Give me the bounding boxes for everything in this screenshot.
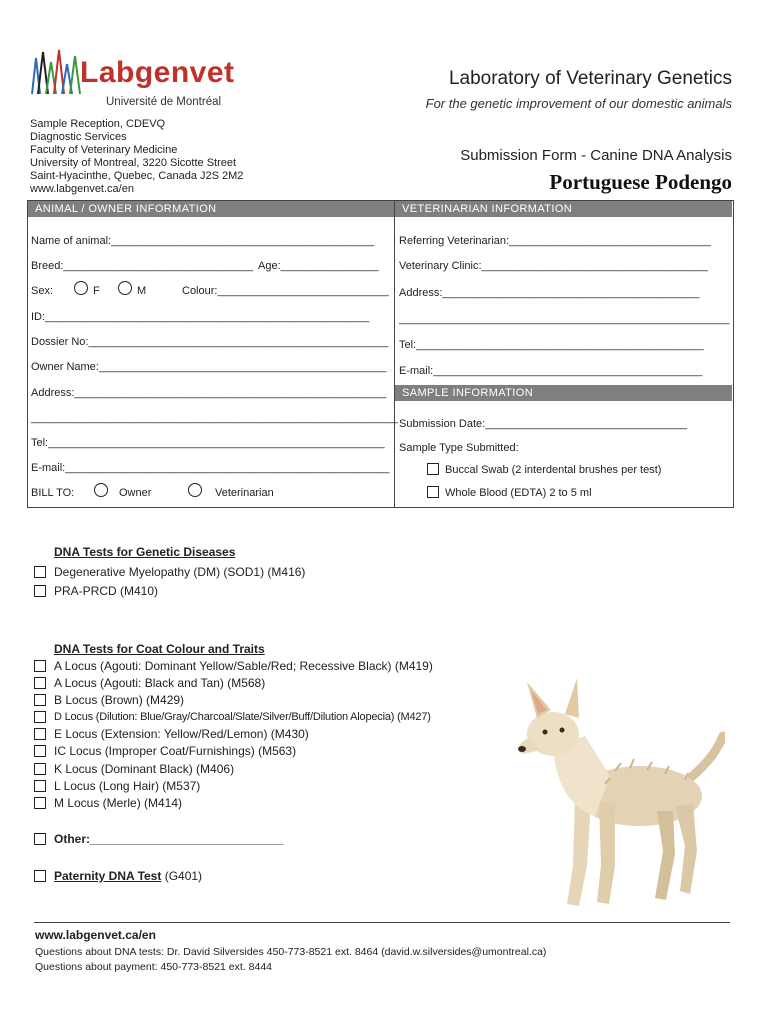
paternity-checkbox[interactable] [34, 870, 46, 882]
vet-tel-field[interactable]: Tel:_______________________________________________ [399, 339, 704, 351]
vet-address-field[interactable]: Address:__________________________________________ [399, 287, 700, 299]
address-line: Sample Reception, CDEVQ [30, 118, 166, 130]
sample-header: SAMPLE INFORMATION [395, 385, 732, 401]
footer-divider [34, 922, 730, 923]
sex-label: Sex: [31, 285, 54, 297]
bill-vet-label: Veterinarian [215, 487, 274, 499]
test-checkbox-pra[interactable] [34, 585, 46, 597]
column-divider [394, 200, 395, 507]
test-label-dm: Degenerative Myelopathy (DM) (SOD1) (M416) [54, 565, 306, 579]
footer-dna-questions: Questions about DNA tests: Dr. David Silversides 450-773-8521 ext. 8464 (david.w.silversides@umontreal.ca) [35, 946, 547, 958]
breed-field[interactable]: Breed:_______________________________ [31, 260, 254, 272]
logo-text: Labgenvet [80, 56, 235, 89]
test-checkbox-m-locus[interactable] [34, 797, 46, 809]
coat-colour-title: DNA Tests for Coat Colour and Traits [54, 642, 265, 656]
address-line: Faculty of Veterinary Medicine [30, 144, 178, 156]
logo-subtitle: Université de Montréal [106, 96, 222, 108]
breed-title: Portuguese Podengo [549, 170, 732, 194]
bill-owner-radio[interactable] [94, 483, 108, 497]
test-label-m-locus: M Locus (Merle) (M414) [54, 796, 183, 810]
vet-address-line2[interactable]: ______________________________________________________ [399, 313, 730, 325]
owner-address-field[interactable]: Address:___________________________________________________ [31, 387, 387, 399]
genetic-diseases-title: DNA Tests for Genetic Diseases [54, 545, 236, 559]
test-checkbox-b-locus[interactable] [34, 694, 46, 706]
test-checkbox-l-locus[interactable] [34, 780, 46, 792]
test-checkbox-dm[interactable] [34, 566, 46, 578]
owner-address-line2[interactable]: ____________________________________________________________ [31, 412, 399, 424]
sex-f-radio[interactable] [74, 281, 88, 295]
test-checkbox-a-black-tan[interactable] [34, 677, 46, 689]
owner-name-field[interactable]: Owner Name:_______________________________________________ [31, 361, 387, 373]
test-label-k-locus: K Locus (Dominant Black) (M406) [54, 762, 235, 776]
address-website: www.labgenvet.ca/en [30, 183, 134, 195]
buccal-swab-checkbox[interactable] [427, 463, 439, 475]
test-label-d-locus: D Locus (Dilution: Blue/Gray/Charcoal/Slate/Silver/Buff/Dilution Alopecia) (M427) [54, 711, 431, 723]
dossier-field[interactable]: Dossier No:_________________________________________________ [31, 336, 389, 348]
test-label-a-agouti: A Locus (Agouti: Dominant Yellow/Sable/Red; Recessive Black) (M419) [54, 659, 433, 673]
test-checkbox-ic-locus[interactable] [34, 745, 46, 757]
veterinarian-header: VETERINARIAN INFORMATION [395, 201, 732, 217]
test-label-b-locus: B Locus (Brown) (M429) [54, 693, 185, 707]
owner-email-field[interactable]: E-mail:_____________________________________________________ [31, 462, 390, 474]
dog-photo [515, 676, 725, 916]
paternity-label [54, 869, 202, 883]
whole-blood-label: Whole Blood (EDTA) 2 to 5 ml [445, 487, 592, 499]
age-field[interactable]: Age:________________ [258, 260, 379, 272]
sample-type-label: Sample Type Submitted: [399, 442, 519, 454]
sex-m-label: M [137, 285, 147, 297]
whole-blood-checkbox[interactable] [427, 486, 439, 498]
other-field[interactable]: Other:_____________________________ [54, 832, 284, 846]
test-label-e-locus: E Locus (Extension: Yellow/Red/Lemon) (M430) [54, 727, 309, 741]
test-checkbox-d-locus[interactable] [34, 711, 46, 723]
referring-vet-field[interactable]: Referring Veterinarian:_________________________________ [399, 235, 711, 247]
animal-owner-header: ANIMAL / OWNER INFORMATION [28, 201, 394, 217]
labgenvet-logo [30, 48, 245, 112]
bill-vet-radio[interactable] [188, 483, 202, 497]
submission-date-field[interactable]: Submission Date:_________________________________ [399, 418, 688, 430]
test-checkbox-a-agouti[interactable] [34, 660, 46, 672]
vet-clinic-field[interactable]: Veterinary Clinic:_____________________________________ [399, 260, 708, 272]
bill-owner-label: Owner [119, 487, 152, 499]
footer-payment-questions: Questions about payment: 450-773-8521 ext. 8444 [35, 961, 272, 973]
other-checkbox[interactable] [34, 833, 46, 845]
paternity-title: Paternity DNA Test [54, 869, 162, 883]
colour-field[interactable]: Colour:____________________________ [182, 285, 389, 297]
sex-m-radio[interactable] [118, 281, 132, 295]
lab-subtitle: For the genetic improvement of our domestic animals [425, 96, 732, 111]
test-label-l-locus: L Locus (Long Hair) (M537) [54, 779, 201, 793]
id-field[interactable]: ID:_____________________________________________________ [31, 311, 370, 323]
form-title: Submission Form - Canine DNA Analysis [460, 147, 732, 164]
test-label-pra: PRA-PRCD (M410) [54, 584, 159, 598]
address-line: Diagnostic Services [30, 131, 127, 143]
footer-website[interactable]: www.labgenvet.ca/en [35, 928, 156, 942]
test-checkbox-k-locus[interactable] [34, 763, 46, 775]
owner-tel-field[interactable]: Tel:_______________________________________________________ [31, 437, 385, 449]
test-checkbox-e-locus[interactable] [34, 728, 46, 740]
lab-title: Laboratory of Veterinary Genetics [448, 68, 732, 89]
vet-email-field[interactable]: E-mail:____________________________________________ [399, 365, 703, 377]
test-label-ic-locus: IC Locus (Improper Coat/Furnishings) (M563) [54, 744, 297, 758]
address-line: Saint-Hyacinthe, Quebec, Canada J2S 2M2 [30, 170, 244, 182]
buccal-swab-label: Buccal Swab (2 interdental brushes per test) [445, 464, 662, 476]
bill-to-label: BILL TO: [31, 487, 75, 499]
animal-name-field[interactable]: Name of animal:___________________________________________ [31, 235, 375, 247]
test-label-a-black-tan: A Locus (Agouti: Black and Tan) (M568) [54, 676, 266, 690]
address-line: University of Montreal, 3220 Sicotte Street [30, 157, 237, 169]
address-block [30, 118, 243, 196]
paternity-code: (G401) [164, 869, 203, 883]
dna-chromatogram-logo-icon [30, 48, 82, 96]
sex-f-label: F [93, 285, 100, 297]
